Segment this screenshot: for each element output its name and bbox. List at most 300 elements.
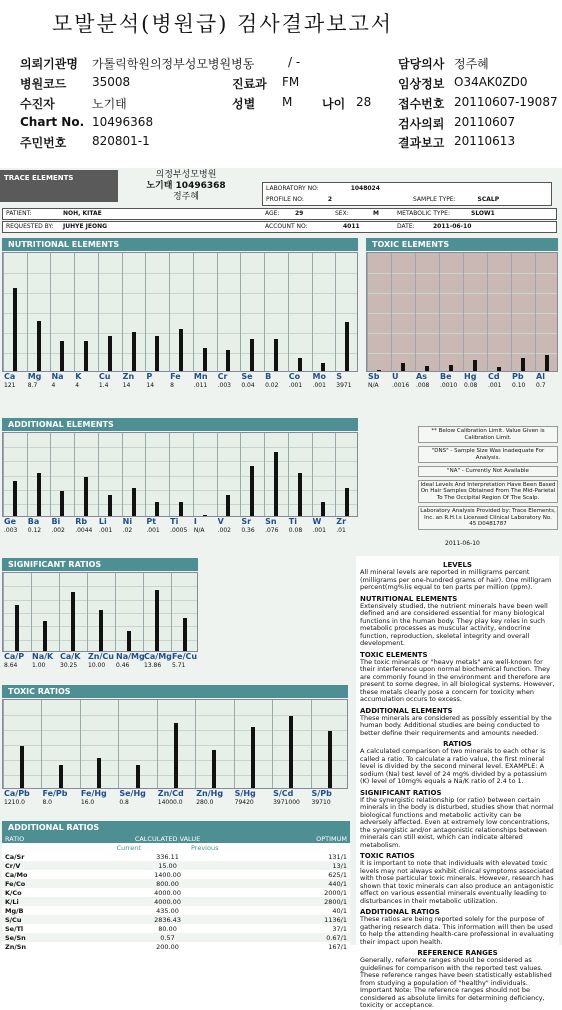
- ratio-row: [2, 870, 350, 879]
- note-4: Laboratory Analysis Provided by: Trace Elements, Inc. an R.H.I.s Licensed Clinical Laboratory No. 45 D0481787: [418, 506, 558, 530]
- nutritional-chart-label-9: Cr: [217, 372, 228, 381]
- nutritional-chart-label-10: Se: [241, 372, 253, 381]
- additional-chart-bar-3: [84, 477, 88, 516]
- significant-ratios-chart-bar-5: [155, 590, 159, 651]
- ratio-row: [2, 897, 350, 906]
- toxic-chart-value-2: .008: [416, 382, 430, 389]
- patient-label: PATIENT:: [6, 210, 32, 217]
- ratio-row: [2, 942, 350, 951]
- notes-box: [418, 426, 558, 546]
- additional-chart-bar-1: [37, 473, 41, 516]
- hospital-stamp: [122, 170, 250, 204]
- additional-chart-bar-8: [203, 515, 207, 516]
- additional-chart-bar-7: [179, 502, 183, 516]
- toxic-chart: [366, 238, 558, 398]
- header-v3-3: 20110607: [454, 115, 516, 129]
- nutritional-chart-label-5: Zn: [122, 372, 135, 381]
- metabolic-type: SLOW1: [471, 210, 495, 217]
- header-v1-0: 가톨릭학원의정부성모병원병동: [92, 57, 255, 71]
- toxic-ratios-chart-value-0: 1210.0: [4, 799, 25, 806]
- nutritional-chart-value-3: 4: [75, 382, 80, 389]
- nutritional-chart-bar-7: [179, 329, 183, 371]
- ratio-current: 336.11: [156, 852, 179, 861]
- nutritional-chart-label-6: P: [146, 372, 153, 381]
- header-v3-2: 20110607-19087: [454, 95, 558, 109]
- nutritional-chart-value-7: 8: [170, 382, 174, 389]
- toxic-chart-label-1: U: [392, 372, 399, 381]
- ratio-optimum: 0.67/1: [326, 933, 347, 942]
- lab-no: 1048024: [350, 185, 380, 192]
- toxic-chart-bar-6: [521, 358, 525, 371]
- nutritional-chart-label-4: Cu: [98, 372, 111, 381]
- toxic-ratios-chart-label-2: Fe/Hg: [80, 789, 107, 798]
- age-value: 29: [295, 210, 304, 217]
- additional-chart-bar-13: [321, 502, 325, 516]
- ratio-optimum: 13/1: [332, 861, 347, 870]
- toxic-chart-bar-7: [545, 355, 549, 371]
- note-2: "NA" - Currently Not Available: [418, 466, 558, 477]
- ratio-current: 200.00: [156, 942, 179, 951]
- toxic-chart-bar-5: [497, 367, 501, 371]
- header-v2b-2: 28: [356, 95, 372, 109]
- header-v1-1: 35008: [92, 75, 131, 89]
- header-v1-4: 820801-1: [92, 134, 150, 148]
- toxic-ratios-chart-bar-4: [174, 723, 178, 788]
- toxic-chart-bar-2: [425, 366, 429, 371]
- nutritional-chart-label-8: Mn: [193, 372, 208, 381]
- additional-chart-label-3: Rb: [75, 517, 88, 526]
- toxic-ratios-chart-bar-1: [59, 765, 63, 788]
- col-current: Current: [116, 843, 141, 852]
- toxic-ratios-chart-bar-8: [328, 731, 332, 788]
- toxic-chart-bar-0: [377, 370, 381, 371]
- col-optimum: OPTIMUM: [316, 834, 347, 843]
- report-scan: [0, 168, 562, 1009]
- col-previous: Previous: [190, 843, 219, 852]
- ratio-current: 15.00: [158, 861, 177, 870]
- nutritional-chart-bar-4: [108, 336, 112, 371]
- toxic-ratios-chart-title: TOXIC RATIOS: [2, 685, 348, 698]
- nutritional-chart-value-4: 1.4: [98, 382, 109, 389]
- significant-ratios-chart-grid: [2, 572, 198, 652]
- nutritional-chart-value-6: 14: [146, 382, 155, 389]
- lab-logo: [0, 170, 118, 202]
- header-l3-4: 결과보고: [398, 136, 445, 150]
- explain-text-9: Important Note: The reference ranges should not be considered as absolute limits for determining deficiency, toxicity or acceptance.: [360, 986, 545, 1009]
- header-v3-0: 정주혜: [454, 57, 489, 71]
- explain-heading-5: SIGNIFICANT RATIOS: [360, 788, 442, 797]
- additional-chart-label-1: Ba: [27, 517, 40, 526]
- additional-chart: [2, 418, 358, 543]
- significant-ratios-chart-label-2: Ca/K: [60, 652, 81, 661]
- additional-chart-value-3: .0044: [75, 527, 93, 534]
- additional-chart-value-11: .076: [265, 527, 279, 534]
- toxic-ratios-chart-bar-6: [251, 727, 255, 788]
- explain-text-5: If the synergistic relationship (or ratio) between certain minerals in the body is disturbed, studies show that normal biological functions and metabolic activity can be adversely affected. Even at extremely low concentrations, the synergistic and/or antagonistic relationships between minerals can still exist, which can indicate altered metabolism.: [360, 795, 554, 849]
- additional-chart-value-2: .002: [51, 527, 65, 534]
- toxic-ratios-chart-label-7: S/Cd: [273, 789, 294, 798]
- toxic-chart-bar-3: [449, 365, 453, 371]
- additional-chart-label-10: Sr: [241, 517, 252, 526]
- toxic-ratios-chart-label-6: S/Hg: [234, 789, 256, 798]
- report-date-value: 2011-06-10: [433, 223, 472, 230]
- significant-ratios-chart-bar-1: [43, 621, 47, 651]
- ratio-optimum: 1136/1: [324, 915, 347, 924]
- additional-chart-bar-2: [60, 491, 64, 516]
- explain-heading-7: ADDITIONAL RATIOS: [360, 908, 440, 916]
- toxic-chart-bar-4: [473, 360, 477, 371]
- ratio-optimum: 37/1: [332, 924, 347, 933]
- nutritional-chart-label-1: Mg: [27, 372, 42, 381]
- patient-row: [2, 208, 557, 220]
- profile-label: PROFILE NO:: [266, 196, 304, 203]
- profile-no: 2: [327, 196, 333, 203]
- date-label: DATE:: [397, 223, 415, 230]
- significant-ratios-chart-bar-6: [183, 618, 187, 651]
- significant-ratios-chart-value-5: 13.86: [144, 662, 162, 669]
- explanation-panel: [356, 556, 559, 1009]
- significant-ratios-chart-label-3: Zn/Cu: [88, 652, 114, 661]
- nutritional-chart-value-8: .011: [193, 382, 208, 389]
- significant-ratios-chart-label-4: Na/Mg: [116, 652, 145, 661]
- logo-text: TRACE ELEMENTS: [4, 174, 74, 182]
- requested-by: JUHYE JEONG: [63, 223, 108, 230]
- ratio-name: Cr/V: [5, 861, 21, 870]
- ratio-row: [2, 915, 350, 924]
- header-v2-2: M: [282, 95, 293, 109]
- stamp-line-doctor: 정주혜: [172, 192, 200, 202]
- significant-ratios-chart-value-6: 5.71: [172, 662, 186, 669]
- toxic-chart-label-6: Pb: [512, 372, 524, 381]
- explain-heading-0: LEVELS: [443, 561, 472, 569]
- col-ratio: RATIO: [5, 834, 25, 843]
- nutritional-chart-value-13: .001: [312, 382, 326, 389]
- ratio-current: 2836.43: [154, 915, 181, 924]
- explain-text-1: Extensively studied, the nutrient minerals have been well defined and are considered essential for many biological functions in the human body. They play key roles in such metabolic processes as muscular activity, endocrine function, reproduction, skeletal integrity and overall development.: [360, 601, 548, 647]
- explain-text-0: All mineral levels are reported in milligrams percent (milligrams per one-hundred grams of hair). One milligram percent(mg%)is equal to ten parts per million (ppm).: [360, 568, 552, 591]
- toxic-ratios-chart-bar-5: [212, 750, 216, 788]
- ratio-name: K/Co: [5, 888, 22, 897]
- additional-chart-label-14: Zr: [336, 517, 347, 526]
- header-l1-2: 수진자: [20, 97, 55, 111]
- significant-ratios-chart-label-6: Fe/Cu: [172, 652, 198, 661]
- additional-chart-bar-0: [13, 481, 17, 517]
- nutritional-chart-bar-11: [274, 339, 278, 371]
- additional-chart-value-13: .001: [312, 527, 326, 534]
- additional-chart-label-9: V: [217, 517, 224, 526]
- ratio-row: [2, 852, 350, 861]
- additional-chart-label-5: Ni: [122, 517, 133, 526]
- nutritional-chart-bar-10: [250, 339, 254, 371]
- ratio-name: Se/Tl: [5, 924, 24, 933]
- toxic-chart-value-3: .0010: [440, 382, 458, 389]
- toxic-ratios-chart-bar-2: [97, 758, 101, 788]
- significant-ratios-chart-value-1: 1.00: [32, 662, 46, 669]
- toxic-ratios-chart-label-3: Se/Hg: [119, 789, 146, 798]
- account-label: ACCOUNT NO:: [265, 223, 308, 230]
- additional-chart-value-4: .001: [98, 527, 113, 534]
- ratio-optimum: 625/1: [328, 870, 347, 879]
- toxic-chart-value-7: 0.7: [536, 382, 546, 389]
- header-v1-3: 10496368: [92, 115, 154, 129]
- nutritional-chart-label-13: Mo: [312, 372, 326, 381]
- nutritional-chart-label-12: Co: [288, 372, 301, 381]
- ratio-optimum: 2800/1: [324, 897, 347, 906]
- explain-heading-1: NUTRITIONAL ELEMENTS: [360, 594, 458, 603]
- additional-chart-bar-12: [298, 473, 302, 516]
- ratio-current: 0.57: [160, 933, 175, 942]
- ratio-row: [2, 924, 350, 933]
- nutritional-chart-bar-1: [37, 321, 41, 371]
- ratio-current: 4000.00: [154, 888, 181, 897]
- header-l1-4: 주민번호: [20, 136, 67, 150]
- additional-chart-value-0: .003: [4, 527, 18, 534]
- nutritional-chart: [2, 238, 358, 398]
- nutritional-chart-value-2: 4: [51, 382, 56, 389]
- header-l3-3: 검사의뢰: [398, 117, 445, 131]
- explain-heading-6: TOXIC RATIOS: [360, 852, 415, 860]
- toxic-ratios-chart-label-4: Zn/Cd: [157, 789, 184, 798]
- toxic-ratios-chart-value-2: 16.0: [80, 799, 95, 806]
- nutritional-chart-bar-14: [345, 322, 349, 371]
- ratio-row: [2, 933, 350, 942]
- additional-chart-bar-4: [108, 495, 112, 516]
- sex-value: M: [373, 210, 379, 217]
- header-v1-2: 노기태: [92, 97, 127, 111]
- additional-chart-value-7: .0005: [170, 527, 188, 534]
- stamp-line-patient: 노기태 10496368: [146, 181, 226, 191]
- nutritional-chart-label-7: Fe: [170, 372, 181, 381]
- additional-chart-value-14: .01: [336, 527, 346, 534]
- toxic-ratios-chart-value-3: 0.8: [119, 799, 129, 806]
- significant-ratios-chart-label-0: Ca/P: [4, 652, 25, 661]
- toxic-chart-label-4: Hg: [464, 372, 477, 381]
- nutritional-chart-bar-2: [60, 341, 64, 371]
- note-3: Ideal Levels And Interpretation Have Been Based On Hair Samples Obtained From The Mid-Parietal To The Occipital Region Of The Scalp.: [418, 480, 558, 504]
- toxic-chart-title: TOXIC ELEMENTS: [366, 238, 558, 251]
- nutritional-chart-value-11: 0.02: [265, 382, 279, 389]
- additional-chart-label-8: I: [193, 517, 197, 526]
- header-l3-0: 담당의사: [398, 57, 445, 71]
- nutritional-chart-bar-6: [155, 336, 159, 371]
- nutritional-chart-value-10: 0.04: [241, 382, 255, 389]
- header-l1-0: 의뢰기관명: [20, 57, 78, 71]
- toxic-ratios-chart-value-5: 280.0: [196, 799, 214, 806]
- additional-chart-bar-10: [250, 466, 254, 516]
- sex-label: SEX:: [335, 210, 349, 217]
- significant-ratios-chart-bar-4: [127, 631, 131, 651]
- header-l3-1: 임상정보: [398, 77, 445, 91]
- nutritional-chart-value-9: .003: [217, 382, 231, 389]
- toxic-chart-value-4: 0.08: [464, 382, 478, 389]
- toxic-ratios-chart-bar-3: [136, 765, 140, 788]
- significant-ratios-chart-bar-3: [99, 610, 103, 651]
- additional-ratios-table: [2, 834, 350, 951]
- nutritional-chart-label-14: S: [336, 372, 343, 381]
- ratio-name: Fe/Co: [5, 879, 26, 888]
- significant-ratios-chart-bar-0: [15, 605, 19, 651]
- page-title: 모발분석(병원급) 검사결과보고서: [52, 12, 394, 36]
- toxic-chart-value-1: .0016: [392, 382, 410, 389]
- lab-no-label: LABORATORY NO:: [266, 185, 319, 192]
- metabolic-label: METABOLIC TYPE:: [397, 210, 450, 217]
- request-row: [2, 221, 557, 233]
- toxic-chart-value-0: N/A: [368, 382, 379, 389]
- additional-chart-label-2: Bi: [51, 517, 61, 526]
- header-v1b-0: / -: [288, 55, 301, 69]
- additional-chart-bar-6: [155, 502, 159, 516]
- header-v3-1: O34AK0ZD0: [454, 75, 528, 89]
- ratio-name: Ca/Sr: [5, 852, 25, 861]
- ratio-optimum: 440/1: [328, 879, 347, 888]
- ratio-row: [2, 906, 350, 915]
- toxic-ratios-chart-value-1: 8.0: [42, 799, 52, 806]
- ratio-optimum: 40/1: [332, 906, 347, 915]
- toxic-chart-label-5: Cd: [488, 372, 500, 381]
- ratio-row: [2, 861, 350, 870]
- additional-chart-bar-5: [132, 488, 136, 516]
- toxic-ratios-chart-value-7: 3971000: [273, 799, 300, 806]
- nutritional-chart-label-2: Na: [51, 372, 64, 381]
- additional-chart-value-8: N/A: [193, 527, 205, 534]
- header-l3-2: 접수번호: [398, 97, 445, 111]
- note-1: "DNS" - Sample Size Was Inadequate For Analysis.: [418, 446, 558, 463]
- ratio-optimum: 167/1: [328, 942, 347, 951]
- sample-label: SAMPLE TYPE:: [413, 196, 456, 203]
- additional-ratios-title: ADDITIONAL RATIOS: [2, 821, 350, 834]
- nutritional-chart-label-11: B: [265, 372, 272, 381]
- header-l2b-2: 나이: [322, 97, 346, 111]
- additional-chart-bar-14: [345, 488, 349, 516]
- additional-chart-value-1: 0.12: [27, 527, 42, 534]
- toxic-ratios-chart-grid: [2, 699, 348, 789]
- toxic-chart-value-6: 0.10: [512, 382, 526, 389]
- header-v2-1: FM: [282, 75, 300, 89]
- toxic-ratios-chart-value-4: 14000.0: [157, 799, 183, 806]
- significant-ratios-chart-value-3: 10.00: [88, 662, 106, 669]
- ratio-name: S/Cu: [5, 915, 22, 924]
- explain-text-4: A calculated comparison of two minerals to each other is called a ratio. To calculate a ratio value, the first mineral level is divided by the second mineral level. EXAMPLE: A sodium (Na) test level of 24 mg% divided by a potassium (K) level of 10mg% equals a Na/K ratio of 2.4 to 1.: [360, 747, 547, 785]
- additional-chart-title: ADDITIONAL ELEMENTS: [2, 418, 358, 431]
- ratio-current: 4000.00: [154, 897, 181, 906]
- toxic-ratios-chart-label-0: Ca/Pb: [4, 789, 30, 798]
- toxic-ratios-chart-bar-0: [20, 746, 24, 788]
- toxic-ratios-chart-bar-7: [289, 716, 293, 788]
- toxic-ratios-chart-label-1: Fe/Pb: [42, 789, 68, 798]
- additional-chart-label-7: Ti: [170, 517, 179, 526]
- additional-chart-value-12: 0.08: [288, 527, 303, 534]
- explain-heading-4: RATIOS: [443, 740, 472, 748]
- explain-text-7: These ratios are being reported solely for the purpose of gathering research data. This information will then be used to help the attending health-care professional in evaluating their impact upon health.: [360, 915, 554, 946]
- significant-ratios-chart-bar-2: [71, 592, 75, 651]
- header-l2-2: 성별: [232, 97, 256, 111]
- additional-chart-label-13: W: [312, 517, 322, 526]
- col-calculated: CALCULATED VALUE: [134, 834, 201, 843]
- ratio-optimum: 131/1: [328, 852, 347, 861]
- stamp-line-hospital: 의정부성모병원: [155, 170, 217, 180]
- ratio-optimum: 2000/1: [324, 888, 347, 897]
- significant-ratios-chart-value-0: 8.64: [4, 662, 18, 669]
- toxic-chart-value-5: .001: [488, 382, 502, 389]
- age-label: AGE:: [265, 210, 280, 217]
- toxic-chart-label-3: Be: [440, 372, 452, 381]
- header-l1-3: Chart No.: [20, 115, 85, 129]
- nutritional-chart-bar-3: [84, 341, 88, 371]
- toxic-ratios-chart-value-8: 39710: [311, 799, 331, 806]
- ratio-row: [2, 879, 350, 888]
- nutritional-chart-value-1: 8.7: [27, 382, 38, 389]
- nutritional-chart-value-14: 3971: [336, 382, 352, 389]
- account-no: 4011: [343, 223, 360, 230]
- nutritional-chart-value-0: 121: [4, 382, 16, 389]
- nutritional-chart-value-5: 14: [122, 382, 131, 389]
- toxic-chart-label-7: Al: [536, 372, 545, 381]
- additional-chart-grid: [2, 432, 358, 517]
- explain-text-8: Generally, reference ranges should be considered as guidelines for comparison with the reported test values. These reference ranges have been statistically established from studying a population of "healthy" individuals.: [360, 956, 552, 987]
- header-l1-1: 병원코드: [20, 77, 67, 91]
- toxic-chart-bar-1: [401, 363, 405, 371]
- nutritional-chart-bar-12: [298, 358, 302, 371]
- header-l2-1: 진료과: [232, 77, 267, 91]
- additional-chart-bar-9: [226, 495, 230, 516]
- toxic-chart-label-2: As: [416, 372, 427, 381]
- additional-chart-label-4: Li: [98, 517, 107, 526]
- nutritional-chart-bar-9: [226, 350, 230, 371]
- additional-chart-label-6: Pt: [146, 517, 157, 526]
- additional-chart-label-11: Sn: [265, 517, 277, 526]
- additional-chart-value-10: 0.36: [241, 527, 255, 534]
- significant-ratios-chart-value-4: 0.46: [116, 662, 130, 669]
- additional-chart-value-6: .001: [146, 527, 160, 534]
- significant-ratios-chart: [2, 558, 198, 678]
- note-0: ** Below Calibration Limit. Value Given is Calibration Limit.: [418, 426, 558, 443]
- nutritional-chart-title: NUTRITIONAL ELEMENTS: [2, 238, 358, 251]
- patient-name: NOH, KITAE: [63, 210, 102, 217]
- nutritional-chart-bar-0: [13, 288, 17, 371]
- ratio-name: K/Li: [5, 897, 19, 906]
- toxic-ratios-chart-label-5: Zn/Hg: [196, 789, 224, 798]
- header-v3-4: 20110613: [454, 134, 516, 148]
- explain-heading-3: ADDITIONAL ELEMENTS: [360, 706, 453, 715]
- significant-ratios-chart-value-2: 30.25: [60, 662, 78, 669]
- ratio-current: 800.00: [156, 879, 179, 888]
- additional-chart-label-12: Ti: [288, 517, 297, 526]
- toxic-ratios-chart-value-6: 79420: [234, 799, 254, 806]
- additional-chart-label-0: Ge: [4, 517, 16, 526]
- toxic-ratios-chart: [2, 685, 348, 815]
- additional-ratios-panel: [2, 821, 350, 951]
- nutritional-chart-value-12: .001: [288, 382, 303, 389]
- explain-text-2: The toxic minerals or "heavy metals" are well-known for their interference upon normal biochemical function. They are commonly found in the environment and therefore are present to some degree, in all biological systems. However, these metals clearly pose a concern for toxicity when accumulation occurs to excess.: [360, 657, 555, 703]
- nutritional-chart-bar-5: [132, 332, 136, 371]
- nutritional-chart-label-3: K: [75, 372, 82, 381]
- explain-heading-8: REFERENCE RANGES: [417, 949, 498, 957]
- toxic-ratios-chart-label-8: S/Pb: [311, 789, 332, 798]
- ratio-name: Mg/B: [5, 906, 24, 915]
- nutritional-chart-label-0: Ca: [4, 372, 16, 381]
- explain-text-3: These minerals are considered as possibly essential by the human body. Additional studies are being conducted to better define their requirements and amounts needed.: [360, 713, 552, 737]
- nutritional-chart-bar-8: [203, 348, 207, 371]
- ratio-name: Se/Sn: [5, 933, 26, 942]
- ratio-name: Zn/Sn: [5, 942, 27, 951]
- ratio-current: 80.00: [158, 924, 177, 933]
- explain-text-6: It is important to note that individuals with elevated toxic levels may not always exhibit clinical symptoms associated with those particular toxic minerals. However, research has shown that toxic minerals can also produce an antagonistic effect on various essential minerals eventually leading to disturbances in their metabolic utilization.: [360, 859, 554, 905]
- additional-chart-value-9: .002: [217, 527, 231, 534]
- significant-ratios-chart-label-5: Ca/Mg: [144, 652, 172, 661]
- lab-info-box: [262, 182, 552, 206]
- ratio-name: Ca/Mo: [5, 870, 28, 879]
- significant-ratios-chart-label-1: Na/K: [32, 652, 54, 661]
